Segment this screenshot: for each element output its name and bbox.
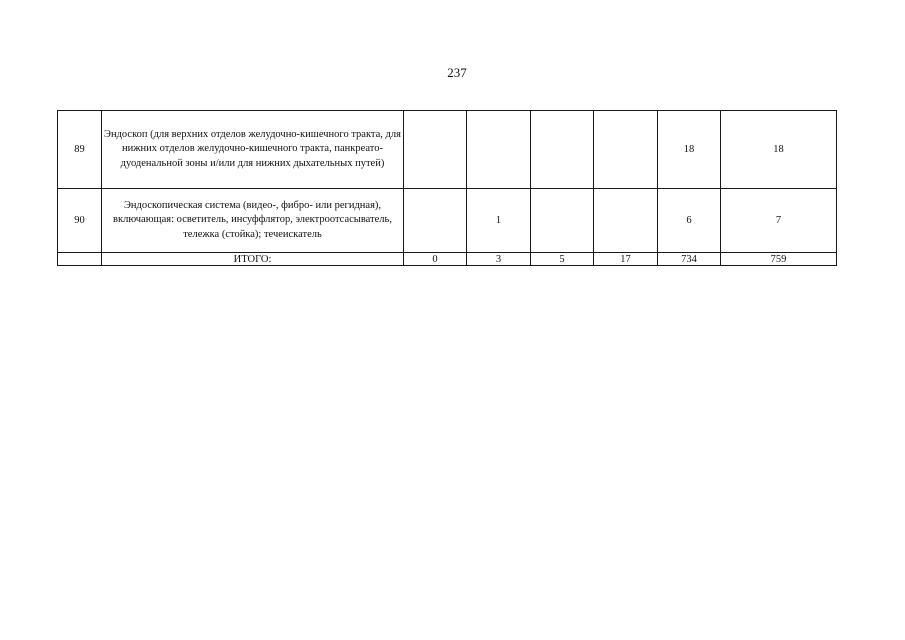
quantity-cell [594,111,658,189]
item-description: Эндоскопическая система (видео-, фибро- или регидная), включающая: осветитель, инсуффлятор, электроотсасыватель, тележка (стойка); течеискатель [102,189,404,253]
row-number: 89 [58,111,102,189]
quantity-cell: 6 [658,189,721,253]
total-cell: 17 [594,253,658,266]
total-cell: 734 [658,253,721,266]
quantity-cell [404,189,467,253]
quantity-cell [404,111,467,189]
quantity-cell [531,189,594,253]
total-label: ИТОГО: [102,253,404,266]
item-description: Эндоскоп (для верхних отделов желудочно-кишечного тракта, для нижних отделов желудочно-кишечного тракта, панкреато-дуоденальной зоны и/или для нижних дыхательных путей) [102,111,404,189]
quantity-cell: 18 [658,111,721,189]
table-row [58,189,837,253]
row-number: 90 [58,189,102,253]
page-number: 237 [447,65,467,80]
grand-total-cell: 759 [721,253,837,266]
empty-cell [58,253,102,266]
row-total-cell: 7 [721,189,837,253]
quantity-cell [594,189,658,253]
total-row [58,253,837,266]
equipment-table [57,110,837,266]
quantity-cell [467,111,531,189]
row-total-cell: 18 [721,111,837,189]
total-cell: 3 [467,253,531,266]
quantity-cell: 1 [467,189,531,253]
table-row [58,111,837,189]
total-cell: 0 [404,253,467,266]
quantity-cell [531,111,594,189]
total-cell: 5 [531,253,594,266]
